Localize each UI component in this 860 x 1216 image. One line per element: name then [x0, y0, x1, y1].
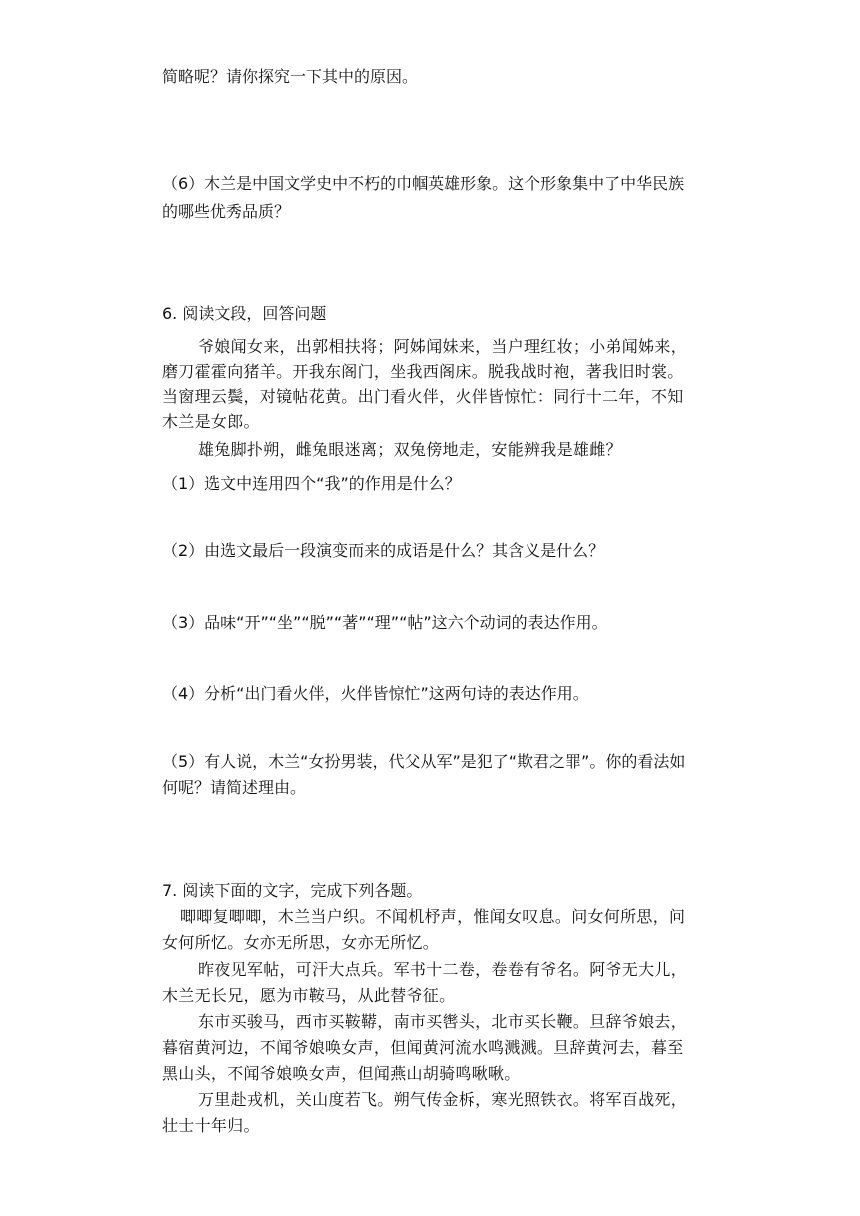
q5-question-tail: 简略呢？请你探究一下其中的原因。: [162, 67, 419, 86]
q7-heading: 7. 阅读下面的文字，完成下列各题。: [162, 881, 423, 900]
q6-question-5-line-1: （5）有人说，木兰“女扮男装，代父从军”是犯了“欺君之罪”。你的看法如: [162, 752, 686, 771]
q7-passage-line-6: 暮宿黄河边，不闻爷娘唤女声，但闻黄河流水鸣溅溅。旦辞黄河去，暮至: [162, 1038, 684, 1057]
q6-passage-line-3: 当窗理云鬓，对镜帖花黄。出门看火伴，火伴皆惊忙：同行十二年，不知: [162, 387, 684, 406]
q6-passage-line-4: 木兰是女郎。: [162, 412, 260, 431]
q5-6-line-1: （6）木兰是中国文学史中不朽的巾帼英雄形象。这个形象集中了中华民族: [162, 174, 685, 193]
q6-question-2: （2）由选文最后一段演变而来的成语是什么？其含义是什么？: [162, 541, 605, 560]
q7-passage-line-2: 女何所忆。女亦无所思，女亦无所忆。: [162, 933, 440, 952]
q7-passage-line-1: 唧唧复唧唧，木兰当户织。不闻机杼声，惟闻女叹息。问女何所思，问: [180, 907, 686, 926]
q6-question-5-line-2: 何呢？请简述理由。: [162, 778, 307, 797]
q6-passage-line-2: 磨刀霍霍向猪羊。开我东阁门，坐我西阁床。脱我战时袍，著我旧时裳。: [162, 362, 684, 381]
q7-passage-line-8: 万里赴戎机，关山度若飞。朔气传金柝，寒光照铁衣。将军百战死，: [198, 1090, 688, 1109]
q5-6-line-2: 的哪些优秀品质？: [162, 202, 291, 221]
q7-passage-line-3: 昨夜见军帖，可汗大点兵。军书十二卷，卷卷有爷名。阿爷无大儿，: [198, 960, 688, 979]
q7-passage-line-9: 壮士十年归。: [162, 1116, 260, 1135]
q6-question-4: （4）分析“出门看火伴，火伴皆惊忙”这两句诗的表达作用。: [162, 684, 589, 703]
q6-passage-line-1: 爷娘闻女来，出郭相扶将；阿姊闻妹来，当户理红妆；小弟闻姊来，: [198, 337, 688, 356]
q7-passage-line-7: 黑山头，不闻爷娘唤女声，但闻燕山胡骑鸣啾啾。: [162, 1064, 521, 1083]
q6-heading: 6. 阅读文段，回答问题: [162, 304, 327, 323]
q6-question-1: （1）选文中连用四个“我”的作用是什么？: [162, 474, 461, 493]
q6-passage-line-5: 雄兔脚扑朔，雌兔眼迷离；双兔傍地走，安能辨我是雄雌？: [198, 440, 622, 459]
q6-question-3: （3）品味“开”“坐”“脱”“著”“理”“帖”这六个动词的表达作用。: [162, 613, 608, 632]
q7-passage-line-4: 木兰无长兄，愿为市鞍马，从此替爷征。: [162, 986, 456, 1005]
q7-passage-line-5: 东市买骏马，西市买鞍鞯，南市买辔头，北市买长鞭。旦辞爷娘去，: [198, 1012, 688, 1031]
